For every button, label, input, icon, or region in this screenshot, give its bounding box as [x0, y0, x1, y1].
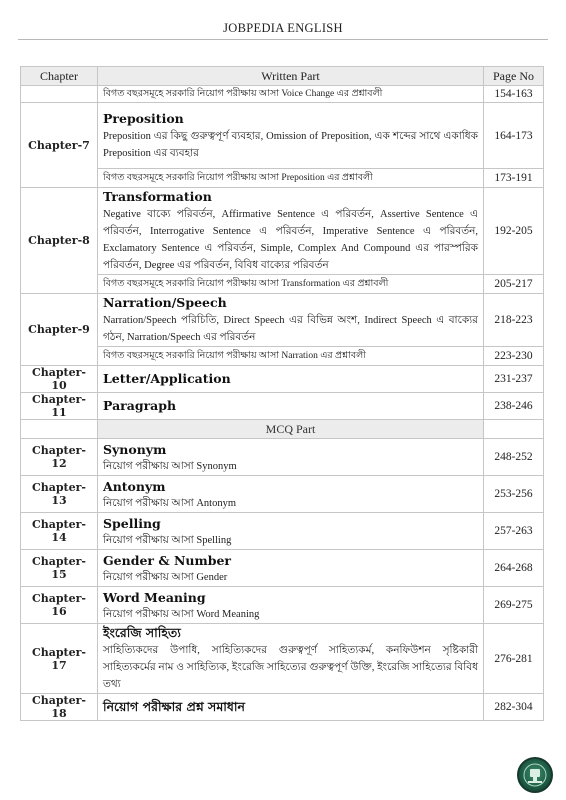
- chapter-cell: Chapter-12: [21, 439, 98, 476]
- page-cell: 164-173: [484, 103, 544, 169]
- row-description: বিগত বছরসমূহে সরকারি নিয়োগ পরীক্ষায় আসা Transformation এর প্রশ্নাবলী: [103, 279, 389, 289]
- table-row: [21, 169, 544, 188]
- content-cell: [98, 86, 484, 103]
- page-cell: 231-237: [484, 366, 544, 393]
- content-cell: [98, 347, 484, 366]
- chapter-cell: Chapter-10: [21, 366, 98, 393]
- content-cell: [98, 550, 484, 587]
- row-description: বিগত বছরসমূহে সরকারি নিয়োগ পরীক্ষায় আসা Voice Change এর প্রশ্নাবলী: [103, 89, 383, 99]
- page-cell: 205-217: [484, 275, 544, 294]
- header-divider: [18, 39, 548, 40]
- content-cell: [98, 366, 484, 393]
- content-cell: [98, 513, 484, 550]
- content-cell: [98, 439, 484, 476]
- chapter-title: Narration/Speech: [103, 295, 227, 310]
- table-row: [21, 86, 544, 103]
- chapter-description: Preposition এর কিছু গুরুত্বপূর্ণ ব্যবহার, Omission of Preposition, এক শব্দের সাথে একাধিক Preposition এর ব্যবহার: [103, 130, 478, 159]
- chapter-title: নিয়োগ পরীক্ষার প্রশ্ন সমাধান: [103, 699, 245, 714]
- chapter-cell: Chapter-11: [21, 393, 98, 420]
- header-written-part: Written Part: [98, 67, 484, 86]
- chapter-title: Preposition: [103, 110, 184, 126]
- row-description: বিগত বছরসমূহে সরকারি নিয়োগ পরীক্ষায় আসা Preposition এর প্রশ্নাবলী: [103, 173, 373, 183]
- chapter-title: Synonym: [103, 441, 167, 457]
- table-row: [21, 587, 544, 624]
- page-header-title: JOBPEDIA ENGLISH: [223, 21, 343, 35]
- chapter-cell: Chapter-18: [21, 694, 98, 721]
- table-row: [21, 476, 544, 513]
- table-row: [21, 550, 544, 587]
- chapter-title: Spelling: [103, 515, 161, 531]
- page-cell: 253-256: [484, 476, 544, 513]
- chapter-cell: Chapter-15: [21, 550, 98, 587]
- header-chapter: Chapter: [21, 67, 98, 86]
- section-row: [21, 420, 544, 439]
- page-cell: 264-268: [484, 550, 544, 587]
- content-cell: [98, 476, 484, 513]
- header-page-no: Page No: [484, 67, 544, 86]
- mcq-part-heading: MCQ Part: [98, 420, 484, 439]
- chapter-cell: Chapter-8: [21, 188, 98, 294]
- content-cell: [98, 169, 484, 188]
- table-row: [21, 103, 544, 169]
- row-description: বিগত বছরসমূহে সরকারি নিয়োগ পরীক্ষায় আসা Narration এর প্রশ্নাবলী: [103, 351, 366, 361]
- chapter-cell: Chapter-17: [21, 624, 98, 694]
- page-cell: 154-163: [484, 86, 544, 103]
- content-cell: [98, 694, 484, 721]
- table-of-contents: [20, 66, 544, 721]
- chapter-description: সাহিত্যিকদের উপাধি, সাহিত্যিকদের গুরুত্বপূর্ণ সাহিত্যকর্ম, কনফিউশন সৃষ্টিকারী সাহিত্যকর্মের নাম ও সাহিত্যিক, ইংরেজি সাহিত্যের গুরুত্বপূর্ণ উক্তি, ইংরেজি সাহিত্যের বিবিধ তথ্য: [103, 645, 478, 690]
- chapter-description: নিয়োগ পরীক্ষায় আসা Spelling: [103, 534, 232, 546]
- page-cell: 257-263: [484, 513, 544, 550]
- publisher-logo-icon: [517, 757, 553, 793]
- chapter-cell: [21, 86, 98, 103]
- content-cell: [98, 275, 484, 294]
- page-cell: 192-205: [484, 188, 544, 275]
- table-row: [21, 294, 544, 347]
- table-row: [21, 694, 544, 721]
- chapter-title: Word Meaning: [103, 589, 206, 605]
- table-row: [21, 347, 544, 366]
- chapter-cell: Chapter-14: [21, 513, 98, 550]
- content-cell: [98, 624, 484, 694]
- page-cell: 276-281: [484, 624, 544, 694]
- chapter-description: নিয়োগ পরীক্ষায় আসা Synonym: [103, 460, 237, 472]
- chapter-cell: Chapter-7: [21, 103, 98, 188]
- page-cell: 218-223: [484, 294, 544, 347]
- content-cell: [98, 393, 484, 420]
- content-cell: [98, 294, 484, 347]
- table-row: [21, 624, 544, 694]
- chapter-title: Transformation: [103, 189, 212, 204]
- chapter-title: Paragraph: [103, 398, 177, 413]
- table-header-row: [21, 67, 544, 86]
- chapter-title: Antonym: [103, 478, 166, 494]
- table-row: [21, 366, 544, 393]
- chapter-title: Gender & Number: [103, 552, 232, 568]
- page-cell: 248-252: [484, 439, 544, 476]
- page-cell: 238-246: [484, 393, 544, 420]
- page-cell: 282-304: [484, 694, 544, 721]
- table-row: [21, 439, 544, 476]
- section-spacer: [21, 420, 98, 439]
- chapter-description: নিয়োগ পরীক্ষায় আসা Word Meaning: [103, 608, 260, 620]
- chapter-description: Narration/Speech পরিচিতি, Direct Speech এর বিভিন্ন অংশ, Indirect Speech এ বাক্যের গঠন, Narration/Speech এর পরিবর্তন: [103, 315, 478, 343]
- content-cell: [98, 188, 484, 275]
- chapter-description: Negative বাক্যে পরিবর্তন, Affirmative Sentence এ পরিবর্তন, Assertive Sentence এ পরিবর্তন, Interrogative Sentence এ পরিবর্তন, Imperative Sentence এ পরিবর্তন, Exclamatory Sentence এ পরিবর্তন, Simple, Complex And Compound এর পারস্পরিক পরিবর্তন, Degree এর পরিবর্তন, বিবিধ বাক্যের পরিবর্তন: [103, 209, 478, 271]
- chapter-cell: Chapter-16: [21, 587, 98, 624]
- section-spacer: [484, 420, 544, 439]
- table-row: [21, 393, 544, 420]
- page-cell: 173-191: [484, 169, 544, 188]
- chapter-title: Letter/Application: [103, 371, 231, 386]
- table-row: [21, 513, 544, 550]
- chapter-cell: Chapter-9: [21, 294, 98, 366]
- table-row: [21, 275, 544, 294]
- chapter-title: ইংরেজি সাহিত্য: [103, 625, 181, 640]
- content-cell: [98, 103, 484, 169]
- logo-emblem-icon: [519, 759, 551, 791]
- page-cell: 223-230: [484, 347, 544, 366]
- page-cell: 269-275: [484, 587, 544, 624]
- table-row: [21, 188, 544, 275]
- chapter-description: নিয়োগ পরীক্ষায় আসা Gender: [103, 571, 228, 583]
- content-cell: [98, 587, 484, 624]
- chapter-cell: Chapter-13: [21, 476, 98, 513]
- chapter-description: নিয়োগ পরীক্ষায় আসা Antonym: [103, 497, 237, 509]
